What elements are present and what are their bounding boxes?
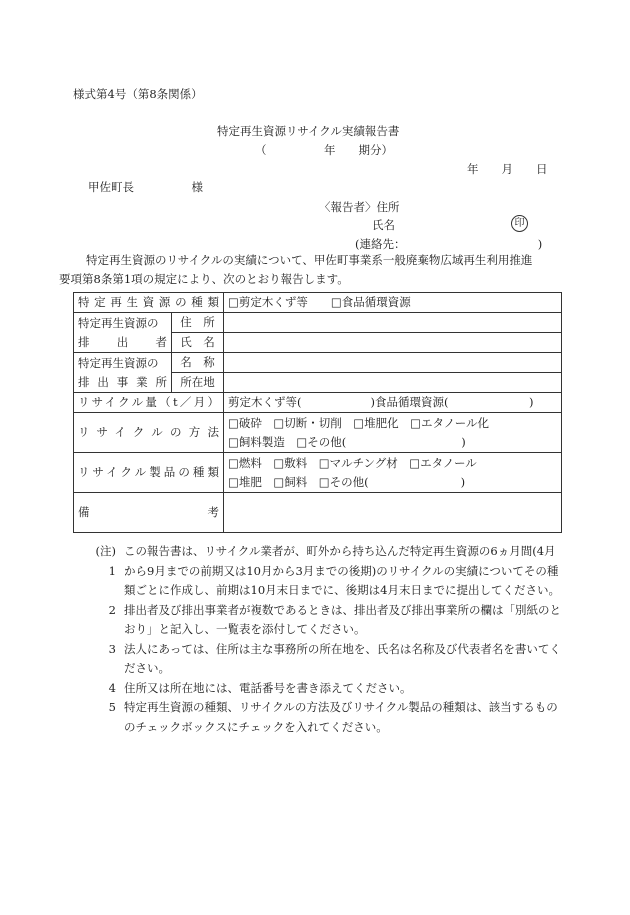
discharger-label-line2: 排 出 者: [78, 334, 167, 349]
discharger-address-input[interactable]: [224, 313, 562, 333]
recycle-method-options[interactable]: [224, 413, 562, 453]
product-type-line1[interactable]: □燃料 □敷料 □マルチング材 □エタノール: [228, 455, 477, 470]
product-type-options[interactable]: [224, 453, 562, 493]
seal-icon: 印: [511, 215, 528, 232]
intro-paragraph: [59, 251, 561, 289]
discharger-label: [74, 313, 172, 353]
addressee: 甲佐町長 様: [88, 180, 203, 194]
recycle-method-line2[interactable]: □飼料製造 □その他( ): [228, 434, 466, 449]
recycle-amount-label: リサイクル量（t／月）: [74, 393, 224, 413]
contact-field: (連絡先： ): [355, 237, 543, 251]
facility-label-line1: 特定再生資源の: [78, 355, 159, 370]
note-text: この報告書は、リサイクル業者が、町外から持ち込んだ特定再生資源の6ヵ月間(4月から9月までの前期又は10月から3月までの後期)のリサイクルの実績についてその種類ごとに作成し、前期は10月末日までに、後期は4月末日までに提出してください。: [124, 544, 560, 597]
period-field: （ 年 期分）: [255, 143, 393, 157]
intro-line-2: 要項第8条第1項の規定により、次のとおり報告します。: [59, 272, 349, 286]
note-item: [80, 698, 566, 737]
recycle-method-line1[interactable]: □破砕 □切断・切削 □堆肥化 □エタノール化: [228, 415, 490, 430]
resource-type-label: 特定再生資源の種類: [74, 293, 224, 313]
intro-line-1: 特定再生資源のリサイクルの実績について、甲佐町事業系一般廃棄物広域再生利用推進: [86, 253, 533, 267]
note-text: 排出者及び排出事業者が複数であるときは、排出者及び排出事業所の欄は「別紙のとおり」と記入し、一覧表を添付してください。: [124, 602, 561, 636]
notes-section: [80, 542, 566, 737]
document-title: 特定再生資源リサイクル実績報告書: [217, 124, 400, 138]
discharger-name-label: 氏 名: [172, 333, 224, 353]
product-type-label: リサイクル製品の種類: [74, 453, 224, 493]
facility-label: [74, 353, 172, 393]
note-item: [80, 679, 566, 699]
note-item: [80, 542, 566, 601]
note-number: 3: [108, 641, 116, 656]
date-field: 年 月 日: [467, 162, 548, 176]
facility-location-label: 所在地: [172, 373, 224, 393]
discharger-address-label: 住 所: [172, 313, 224, 333]
notes-prefix: (注): [95, 544, 116, 558]
note-text: 特定再生資源の種類、リサイクルの方法及びリサイクル製品の種類は、該当するもののチェックボックスにチェックを入れてください。: [124, 700, 558, 734]
note-text: 住所又は所在地には、電話番号を書き添えてください。: [124, 680, 412, 695]
form-number: 様式第4号（第8条関係）: [73, 87, 203, 101]
facility-name-label: 名 称: [172, 353, 224, 373]
note-number: 4: [108, 680, 116, 695]
report-form-table: [73, 292, 562, 533]
resource-type-options[interactable]: □剪定木くず等 □食品循環資源: [224, 293, 562, 313]
facility-location-input[interactable]: [224, 373, 562, 393]
note-number: 5: [108, 700, 116, 714]
discharger-name-input[interactable]: [224, 333, 562, 353]
note-text: 法人にあっては、住所は主な事務所の所在地を、氏名は名称及び代表者名を書いてください。: [124, 641, 561, 675]
recycle-amount-input[interactable]: 剪定木くず等( )食品循環資源( ): [224, 393, 562, 413]
recycle-method-label: リサイクルの方法: [74, 413, 224, 453]
reporter-name-label: 氏名: [372, 218, 395, 232]
note-item: [80, 640, 566, 679]
note-number: 2: [108, 602, 116, 617]
facility-label-line2: 排出事業所: [78, 374, 167, 389]
discharger-label-line1: 特定再生資源の: [78, 315, 159, 330]
note-item: [80, 601, 566, 640]
remarks-input[interactable]: [224, 493, 562, 533]
remarks-label: 備 考: [74, 493, 224, 533]
product-type-line2[interactable]: □堆肥 □飼料 □その他( ): [228, 474, 466, 489]
note-number: 1: [108, 563, 116, 578]
reporter-address-label: 〈報告者〉住所: [319, 200, 400, 214]
facility-name-input[interactable]: [224, 353, 562, 373]
